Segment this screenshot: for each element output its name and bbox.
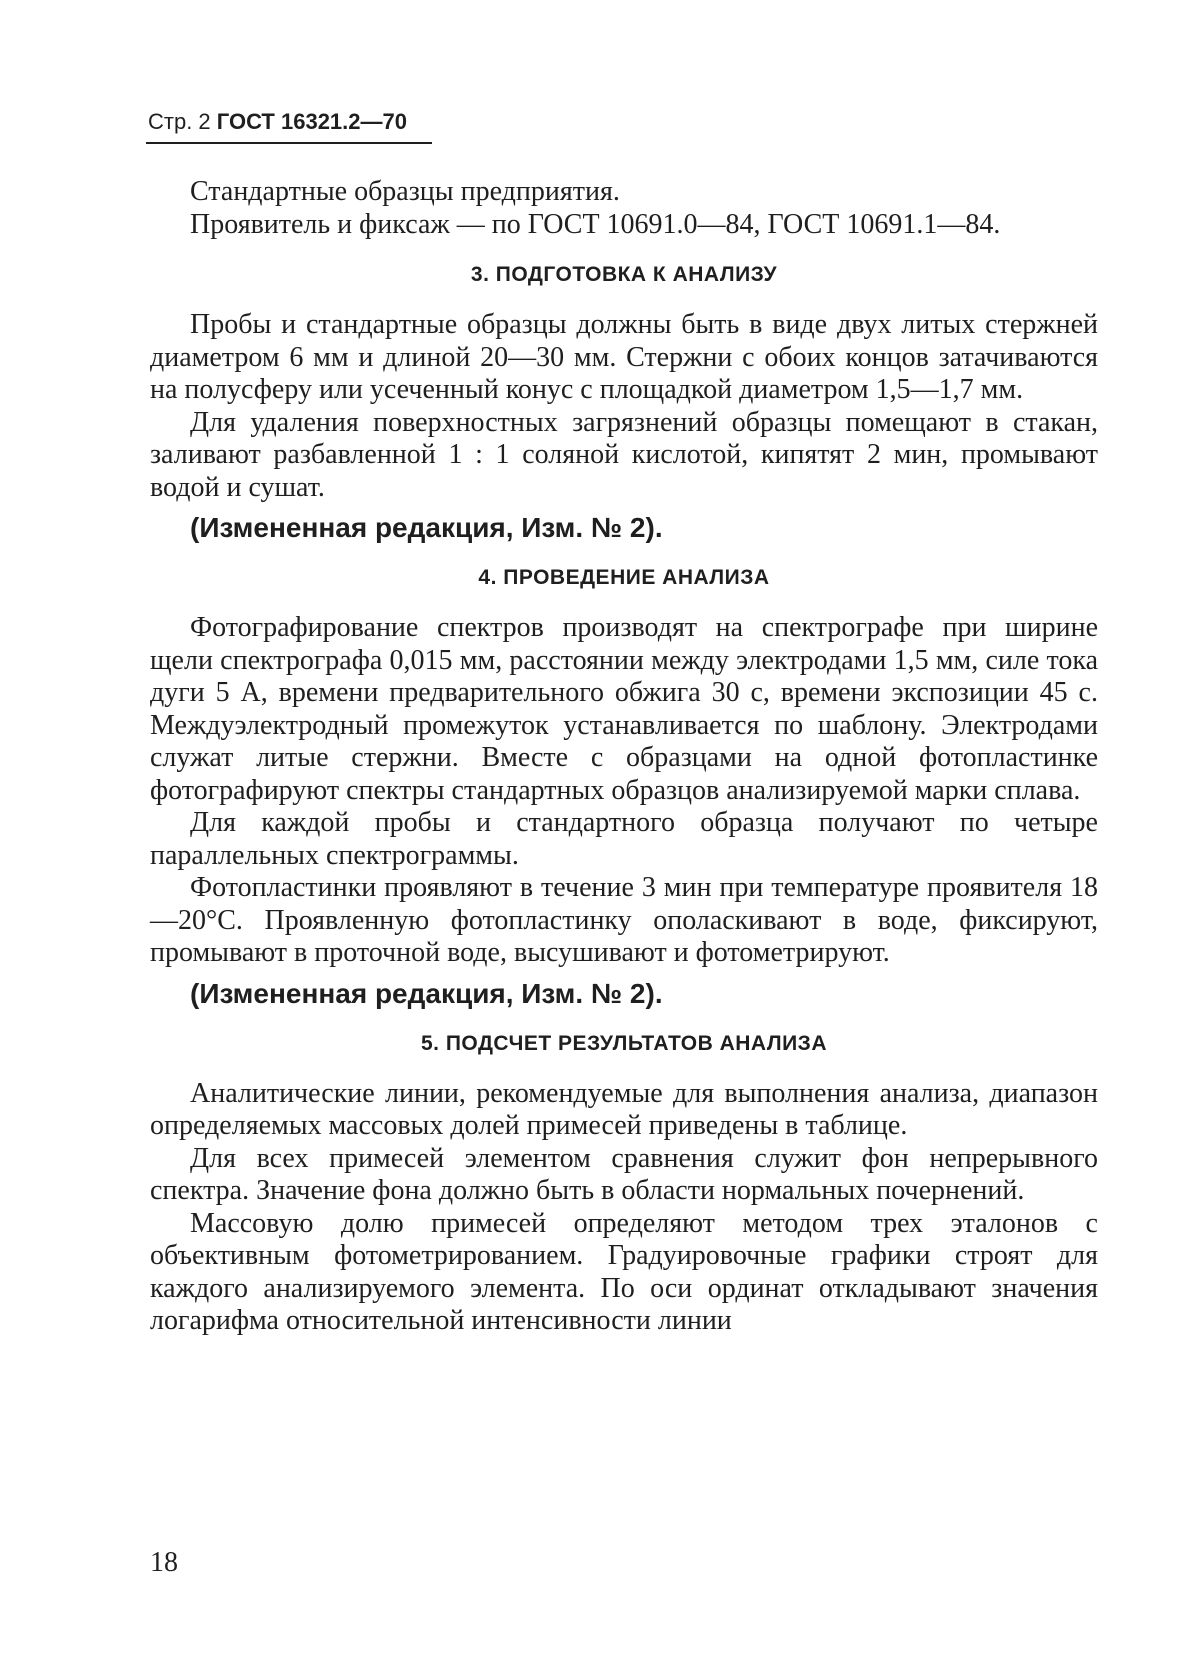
paragraph: Пробы и стандартные образцы должны быть в виде двух литых стержней диаметром 6 мм и длиной 20—30 мм. Стержни с обоих концов затачиваются на полусферу или усеченный конус с площадкой диаметром 1,5—1,7 мм. (150, 309, 1098, 405)
paragraph: Фотопластинки проявляют в течение 3 мин при температуре проявителя 18—20°С. Проявленную фотопластинку ополаскивают в воде, фиксируют, промывают в проточной воде, высушивают и фотометрируют. (150, 872, 1098, 968)
paragraph: Для всех примесей элементом сравнения служит фон непрерывного спектра. Значение фона должно быть в области нормальных почернений. (150, 1142, 1098, 1206)
paragraph: Для удаления поверхностных загрязнений образцы помещают в стакан, заливают разбавленной 1 : 1 соляной кислотой, кипятят 2 мин, промывают водой и сушат. (150, 406, 1098, 503)
page-number: 18 (150, 1547, 178, 1578)
paragraph: Аналитические линии, рекомендуемые для выполнения анализа, диапазон определяемых массовых долей примесей приведены в таблице. (150, 1077, 1098, 1141)
paragraph: Фотографирование спектров производят на спектрографе при ширине щели спектрографа 0,015 мм, расстоянии между электродами 1,5 мм, силе тока дуги 5 А, времени предварительного обжига 30 с, времени экспозиции 45 с. Междуэлектродный промежуток устанавливается по шаблону. Электродами служат литые стержни. Вместе с образцами на одной фотопластинке фотографируют спектры стандартных образцов анализируемой марки сплава. (150, 612, 1098, 806)
section-title: 5. ПОДСЧЕТ РЕЗУЛЬТАТОВ АНАЛИЗА (420, 1031, 828, 1055)
intro-line: Стандартные образцы предприятия. (190, 176, 620, 207)
amendment-note: (Измененная редакция, Изм. № 2). (190, 977, 663, 1009)
page-label: Стр. 2 (148, 109, 211, 134)
paragraph: Для каждой пробы и стандартного образца получают по четыре параллельных спектрограммы. (150, 807, 1098, 871)
amendment-note: (Измененная редакция, Изм. № 2). (190, 512, 663, 543)
standard-number: ГОСТ 16321.2—70 (216, 109, 407, 134)
header-rule (146, 142, 432, 144)
section-title: 4. ПРОВЕДЕНИЕ АНАЛИЗА (478, 566, 770, 589)
document-body (150, 176, 1098, 1338)
running-header (148, 108, 407, 136)
intro-line: Проявитель и фиксаж — по ГОСТ 10691.0—84, ГОСТ 10691.1—84. (190, 208, 1001, 240)
section-title: 3. ПОДГОТОВКА К АНАЛИЗУ (470, 263, 778, 286)
paragraph: Массовую долю примесей определяют методом трех эталонов с объективным фотометрированием. Градуировочные графики строят для каждого анализируемого элемента. По оси ординат откладывают значения логарифма относительной интенсивности линии (150, 1207, 1098, 1336)
